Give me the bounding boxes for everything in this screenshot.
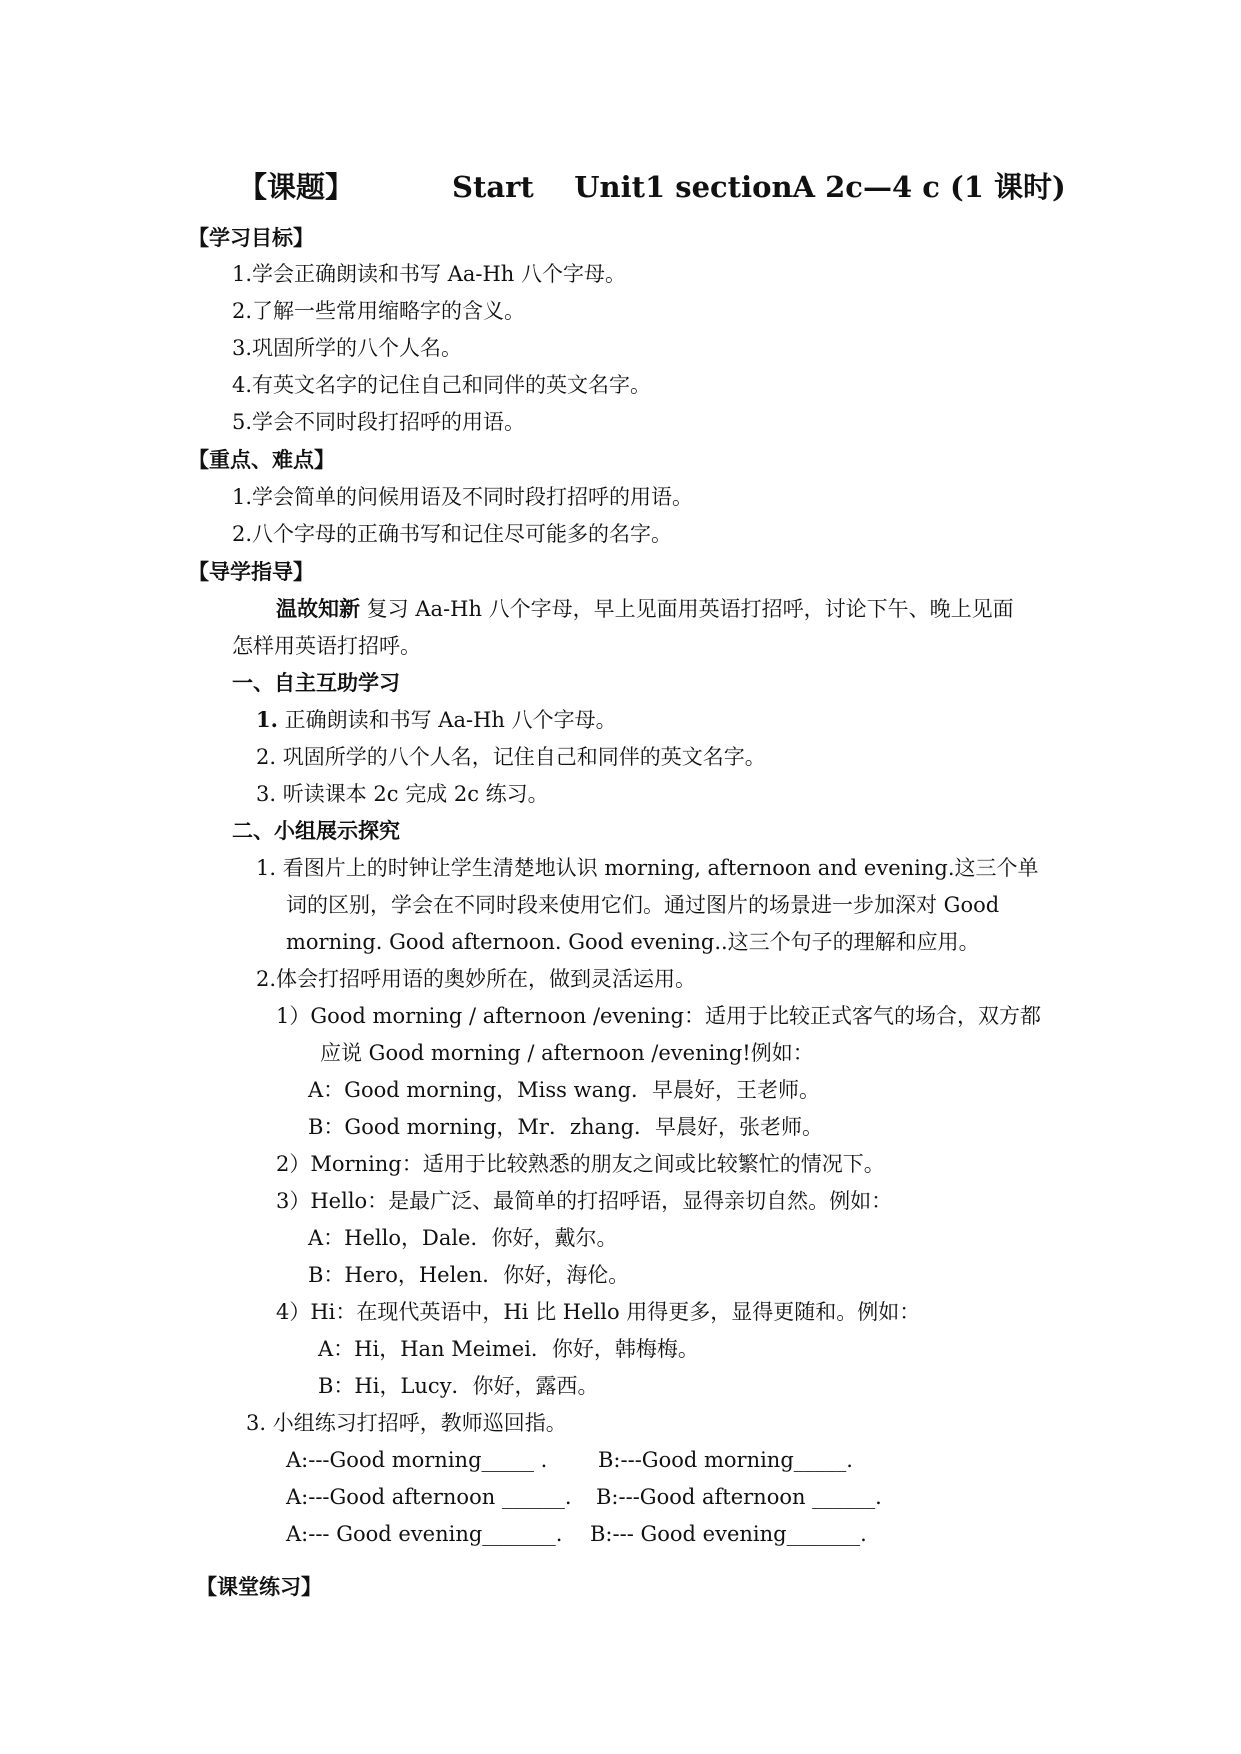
- drill-b: B:---Good morning_____.: [598, 1448, 853, 1472]
- lesson-title: [0, 165, 1241, 215]
- part2-heading: 二、小组展示探究: [232, 818, 400, 843]
- example-line: A：Hi，Han Meimei．你好，韩梅梅。: [318, 1337, 699, 1361]
- goal-item: 4.有英文名字的记住自己和同伴的英文名字。: [232, 373, 652, 397]
- example-line: B：Hero，Helen．你好，海伦。: [308, 1263, 630, 1287]
- review-text: 复习 Aa-Hh 八个字母，早上见面用英语打招呼，讨论下午、晚上见面: [360, 597, 1014, 621]
- item-number: 2.: [256, 745, 277, 769]
- part1-item: 2. 巩固所学的八个人名，记住自己和同伴的英文名字。: [256, 745, 766, 769]
- part2-p1-cont: 词的区别，学会在不同时段来使用它们。通过图片的场景进一步加深对 Good: [286, 893, 1000, 917]
- goals-heading: 【学习目标】: [188, 225, 314, 250]
- greeting-rule-4: 4）Hi：在现代英语中，Hi 比 Hello 用得更多，显得更随和。例如：: [276, 1300, 921, 1324]
- guide-heading: 【导学指导】: [188, 559, 314, 584]
- part1-item: 3. 听读课本 2c 完成 2c 练习。: [256, 782, 549, 806]
- item-number: 3.: [256, 782, 277, 806]
- example-line: B：Hi，Lucy．你好，露西。: [318, 1374, 599, 1398]
- greeting-rule-1-cont: 应说 Good morning / afternoon /evening!例如：: [320, 1041, 814, 1065]
- keypoint-item: 2.八个字母的正确书写和记住尽可能多的名字。: [232, 522, 673, 546]
- drill-b: B:---Good afternoon ______.: [596, 1485, 882, 1509]
- title-text: Start Unit1 sectionA 2c—4 c (1 课时): [452, 170, 1066, 204]
- item-number: 1.: [256, 707, 278, 732]
- practice-heading: 【课堂练习】: [196, 1574, 322, 1599]
- goal-item: 1.学会正确朗读和书写 Aa-Hh 八个字母。: [232, 262, 627, 286]
- review-label: 温故知新: [276, 596, 360, 621]
- greeting-rule-3: 3）Hello：是最广泛、最简单的打招呼语，显得亲切自然。例如：: [276, 1189, 893, 1213]
- review-text-cont: 怎样用英语打招呼。: [232, 634, 421, 658]
- example-line: A：Hello，Dale．你好，戴尔。: [308, 1226, 618, 1250]
- drill-a: A:---Good afternoon ______.: [286, 1485, 572, 1509]
- greeting-rule-2: 2）Morning：适用于比较熟悉的朋友之间或比较繁忙的情况下。: [276, 1152, 885, 1176]
- greeting-rule-1: 1）Good morning / afternoon /evening：适用于比较正式客气的场合，双方都: [276, 1004, 1041, 1028]
- part1-item: 1. 正确朗读和书写 Aa-Hh 八个字母。: [256, 707, 617, 732]
- goal-item: 5.学会不同时段打招呼的用语。: [232, 410, 526, 434]
- keypoint-item: 1.学会简单的问候用语及不同时段打招呼的用语。: [232, 485, 694, 509]
- example-line: B：Good morning，Mr．zhang．早晨好，张老师。: [308, 1115, 824, 1139]
- review-paragraph: [276, 595, 1014, 623]
- title-label: 【课题】: [238, 170, 355, 204]
- example-line: A：Good morning，Miss wang．早晨好，王老师。: [308, 1078, 821, 1102]
- part2-p3: 3. 小组练习打招呼，教师巡回指。: [246, 1411, 567, 1435]
- goal-item: 2.了解一些常用缩略字的含义。: [232, 299, 526, 323]
- part1-heading: 一、自主互助学习: [232, 670, 400, 695]
- part2-p1-cont: morning. Good afternoon. Good evening..这三个句子的理解和应用。: [286, 930, 980, 954]
- goal-item: 3.巩固所学的八个人名。: [232, 336, 463, 360]
- drill-b: B:--- Good evening_______.: [590, 1522, 867, 1546]
- drill-a: A:---Good morning_____ .: [286, 1448, 548, 1472]
- keypoints-heading: 【重点、难点】: [188, 447, 335, 472]
- part2-p1: 1. 看图片上的时钟让学生清楚地认识 morning, afternoon and evening.这三个单: [256, 856, 1039, 880]
- drill-a: A:--- Good evening_______.: [286, 1522, 563, 1546]
- part2-p2: 2.体会打招呼用语的奥妙所在，做到灵活运用。: [256, 967, 697, 991]
